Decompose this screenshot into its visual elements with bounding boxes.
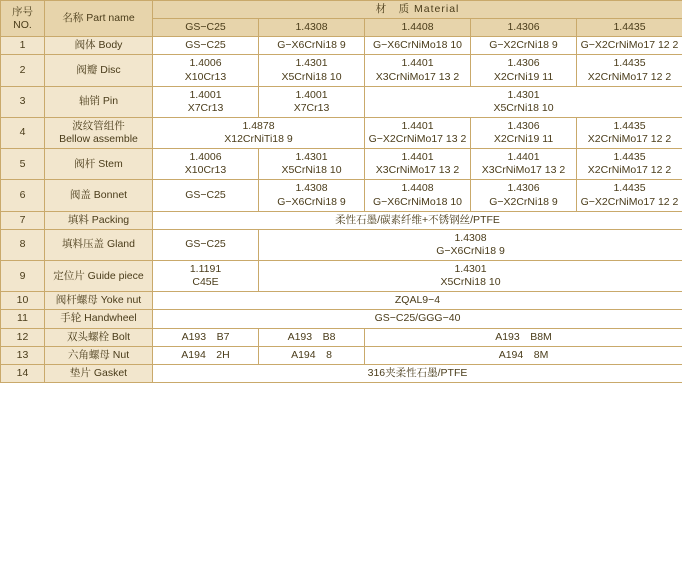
column-header-material-5: 1.4435 [577,19,682,37]
material-cell [365,328,682,346]
part-name-cell [45,117,153,148]
material-cell-line: X3CrNiMo17 13 2 [481,164,566,177]
material-cell-line: 1.4308 [295,182,328,195]
table-row [1,86,682,117]
part-name-cell: 垫片 Gasket [45,364,153,382]
material-cell-line: G−X2CrNiMo17 12 2 [580,39,679,52]
material-cell [259,346,365,364]
material-cell-line: A193 B8M [495,330,552,343]
material-cell-line: 柔性石墨/碳素纤维+不锈钢丝/PTFE [335,213,500,226]
material-cell-line: 1.4006 [189,151,222,164]
part-name-cell: 轴销 Pin [45,86,153,117]
material-cell-line: 1.4306 [507,57,540,70]
material-cell-line: X10Cr13 [184,70,227,83]
material-cell [577,180,682,211]
table-row [1,310,682,328]
material-cell [259,86,365,117]
material-cell [471,149,577,180]
material-cell [153,211,682,229]
material-cell-line: X3CrNiMo17 13 2 [375,70,460,83]
row-number: 6 [1,180,45,211]
material-cell [153,261,259,292]
part-name-cell: 阀体 Body [45,37,153,55]
table-row [1,180,682,211]
material-cell [153,37,259,55]
part-name-cell: 阀杆 Stem [45,149,153,180]
material-cell-line: 1.4006 [189,57,222,70]
material-cell-line: GS−C25 [185,39,226,52]
material-cell [577,149,682,180]
table-row [1,364,682,382]
material-cell-line: ZQAL9−4 [394,294,441,307]
material-cell [259,328,365,346]
material-cell-line: X7Cr13 [187,101,224,114]
material-cell [153,292,682,310]
material-cell-line: X12CrNiTi18 9 [224,133,293,145]
material-cell [365,346,682,364]
table-head [1,1,682,37]
part-name-cell: 阀瓣 Disc [45,55,153,86]
material-cell-line: A194 2H [181,348,230,361]
material-cell [259,149,365,180]
row-number: 1 [1,37,45,55]
material-cell-line: 1.4301 [295,57,328,70]
material-cell [577,117,682,148]
table-row [1,211,682,229]
material-cell-line: 1.4308 [454,231,487,244]
material-cell [471,180,577,211]
row-number: 5 [1,149,45,180]
row-number: 13 [1,346,45,364]
material-cell [259,180,365,211]
part-name-cell: 阀盖 Bonnet [45,180,153,211]
part-name-cell: 填料压盖 Gland [45,229,153,260]
material-cell-line: A193 B8 [287,330,336,343]
part-name-cell: 双头螺栓 Bolt [45,328,153,346]
material-cell-line: X2CrNi19 11 [493,133,554,145]
part-name-cell: 阀杆螺母 Yoke nut [45,292,153,310]
material-cell-line: 1.4878 [242,119,275,132]
table-row [1,292,682,310]
material-cell-line: 1.4001 [189,88,222,101]
material-cell [153,364,682,382]
table-row [1,149,682,180]
material-cell-line: 1.4435 [613,182,646,195]
table-row [1,55,682,86]
part-name-cell: 填料 Packing [45,211,153,229]
material-cell-line: 1.4408 [401,182,434,195]
material-cell-line: G−X2CrNiMo17 13 2 [368,133,467,145]
material-cell-line: 1.4435 [613,119,646,132]
material-cell-line: X10Cr13 [184,164,227,177]
column-header-no: 序号NO. [1,1,45,37]
material-cell-line: A193 B7 [181,330,230,343]
table-row [1,261,682,292]
material-cell-line: 1.4401 [401,57,434,70]
material-cell-line: X7Cr13 [293,101,330,114]
material-cell [153,310,682,328]
column-header-material-1: GS−C25 [153,19,259,37]
material-cell [365,180,471,211]
material-cell-line: G−X6CrNi18 9 [277,39,346,52]
material-cell-line: C45E [192,276,219,289]
material-cell [259,37,365,55]
table-body [1,37,682,383]
material-cell-line: 1.4301 [454,263,487,275]
part-name-cell: 六角螺母 Nut [45,346,153,364]
material-cell-line: 316夹柔性石墨/PTFE [367,366,468,379]
table-row [1,37,682,55]
material-cell [365,149,471,180]
material-cell-line: A194 8M [498,348,549,361]
material-cell-line: 1.4401 [401,119,434,132]
material-cell-line: 1.1191 [189,263,222,275]
material-cell-line: 1.4435 [613,151,646,164]
material-cell-line: 1.4301 [295,151,328,164]
row-number: 8 [1,229,45,260]
row-number: 14 [1,364,45,382]
material-cell-line: G−X6CrNiMo18 10 [373,195,462,208]
material-cell-line: 1.4001 [295,88,328,101]
material-cell-line: 1.4306 [507,119,540,132]
part-name-line: 波纹管组件 [72,119,125,132]
material-cell [365,117,471,148]
material-cell [153,229,259,260]
material-cell-line: G−X2CrNiMo17 12 2 [580,195,679,208]
row-number: 3 [1,86,45,117]
material-cell [259,229,682,260]
material-cell [577,37,682,55]
column-header-material-group: 材 质 Material [153,1,682,19]
material-cell-line: 1.4401 [507,151,540,164]
part-name-cell: 手轮 Handwheel [45,310,153,328]
material-cell [153,149,259,180]
column-header-part-name: 名称 Part name [45,1,153,37]
material-cell [577,55,682,86]
material-cell-line: X5CrNi18 10 [440,276,501,289]
material-cell-line: X5CrNi18 10 [493,101,554,114]
row-number: 12 [1,328,45,346]
material-cell-line: X2CrNiMo17 12 2 [587,133,672,145]
table-row [1,346,682,364]
material-cell-line: G−X2CrNi18 9 [489,39,558,52]
material-cell [153,346,259,364]
header-row-top [1,1,682,19]
material-cell-line: X5CrNi18 10 [281,70,342,83]
column-header-material-3: 1.4408 [365,19,471,37]
material-cell-line: X5CrNi18 10 [281,164,342,177]
material-cell [471,37,577,55]
material-cell [259,261,682,292]
material-cell-line: GS−C25 [185,238,226,251]
material-cell [365,37,471,55]
material-cell [365,55,471,86]
part-name-cell: 定位片 Guide piece [45,261,153,292]
table-row [1,117,682,148]
material-cell-line: 1.4306 [507,182,540,195]
material-cell [471,55,577,86]
material-cell [259,55,365,86]
material-cell-line: G−X6CrNi18 9 [277,195,346,208]
material-cell-line: 1.4435 [613,57,646,70]
material-cell-line: 1.4401 [401,151,434,164]
material-cell [153,117,365,148]
row-number: 4 [1,117,45,148]
row-number: 11 [1,310,45,328]
material-cell-line: GS−C25 [185,188,226,201]
row-number: 2 [1,55,45,86]
column-header-material-2: 1.4308 [259,19,365,37]
material-cell [153,86,259,117]
material-cell-line: X2CrNi19 11 [493,70,554,83]
material-cell-line: 1.4301 [507,88,540,101]
material-cell [365,86,682,117]
row-number: 10 [1,292,45,310]
material-cell-line: G−X6CrNi18 9 [436,244,505,257]
column-header-material-4: 1.4306 [471,19,577,37]
material-cell-line: X2CrNiMo17 12 2 [587,70,672,83]
material-cell [471,117,577,148]
material-cell-line: GS−C25/GGG−40 [374,312,461,325]
material-cell-line: G−X2CrNi18 9 [489,195,558,208]
material-cell [153,55,259,86]
material-cell-line: X2CrNiMo17 12 2 [587,164,672,177]
table-row [1,328,682,346]
material-cell-line: A194 8 [291,348,332,361]
part-name-line: Bellow assemble [59,133,138,145]
material-cell-line: X3CrNiMo17 13 2 [375,164,460,177]
material-cell [153,328,259,346]
material-cell-line: G−X6CrNiMo18 10 [373,39,462,52]
row-number: 9 [1,261,45,292]
table-row [1,229,682,260]
row-number: 7 [1,211,45,229]
material-cell [153,180,259,211]
